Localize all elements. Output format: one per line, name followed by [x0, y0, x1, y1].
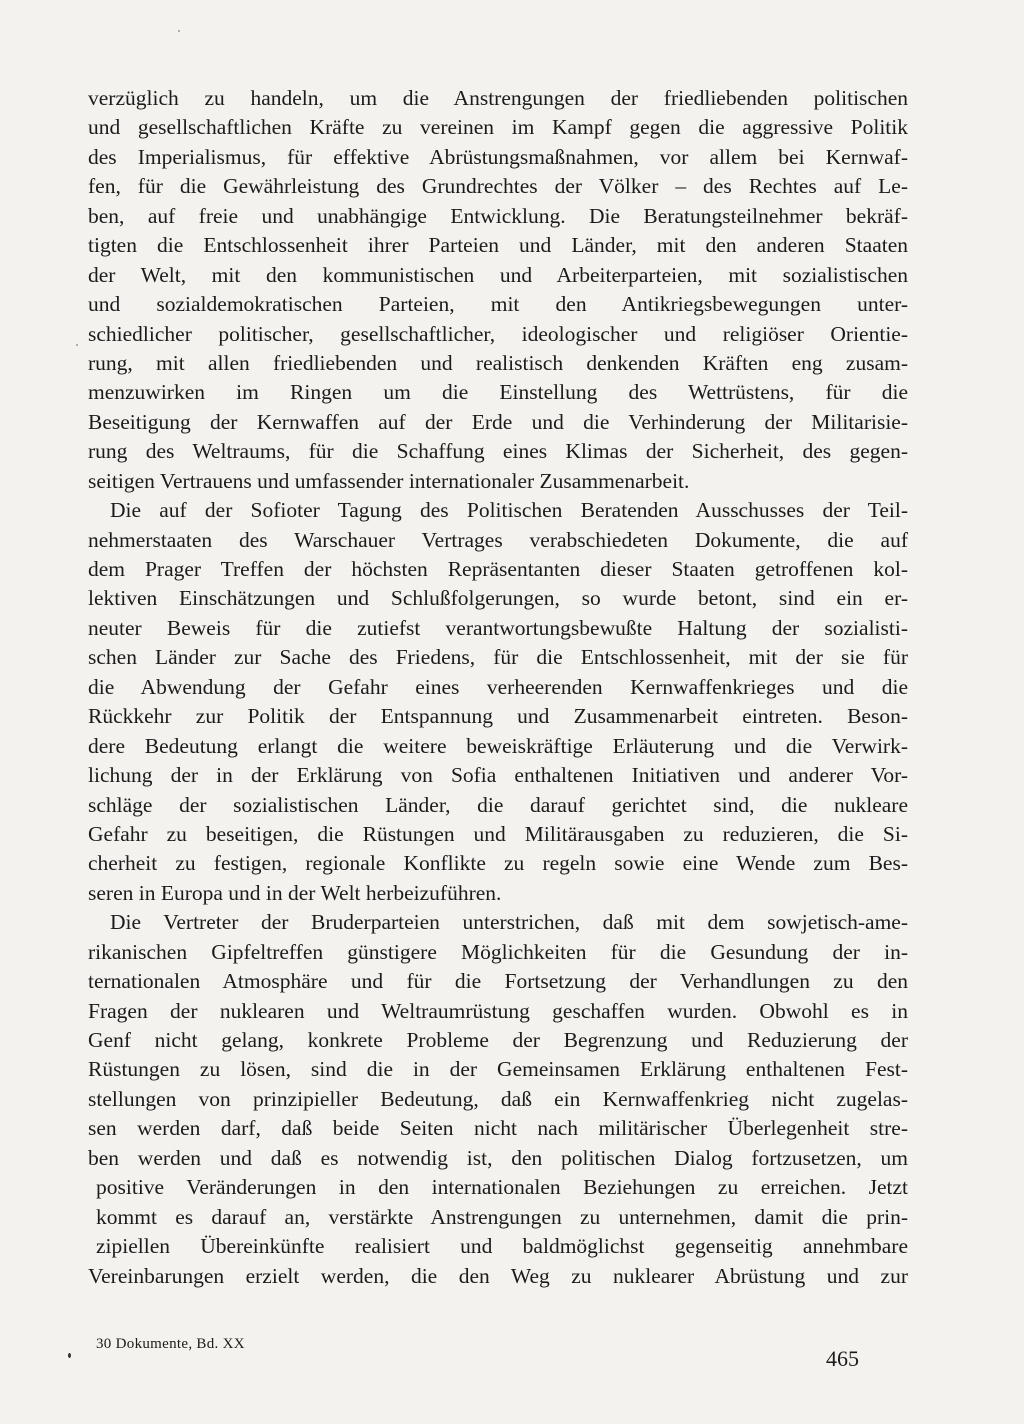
text-line: des Imperialismus, für effektive Abrüstungsmaßnahmen, vor allem bei Kernwaf-: [88, 144, 908, 169]
signature-footnote: 30 Dokumente, Bd. XX: [96, 1336, 245, 1352]
text-line: rung des Weltraums, für die Schaffung eines Klimas der Sicherheit, des gegen-: [88, 439, 908, 464]
text-line: fen, für die Gewährleistung des Grundrechtes der Völker – des Rechtes auf Le-: [88, 174, 908, 199]
text-line: und sozialdemokratischen Parteien, mit den Antikriegsbewegungen unter-: [88, 292, 908, 317]
text-line: kommt es darauf an, verstärkte Anstrengungen zu unternehmen, damit die prin-: [96, 1204, 908, 1229]
body-text: [88, 84, 908, 1291]
text-line: rikanischen Gipfeltreffen günstigere Möglichkeiten für die Gesundung der in-: [88, 939, 908, 964]
text-line: dere Bedeutung erlangt die weitere beweiskräftige Erläuterung und die Verwirk-: [88, 733, 908, 758]
text-line: lichung der in der Erklärung von Sofia enthaltenen Initiativen und anderer Vor-: [88, 763, 908, 788]
text-line: Vereinbarungen erzielt werden, die den Weg zu nuklearer Abrüstung und zur: [88, 1263, 908, 1288]
text-line: Gefahr zu beseitigen, die Rüstungen und Militärausgaben zu reduzieren, die Si-: [88, 821, 908, 846]
text-line: positive Veränderungen in den internationalen Beziehungen zu erreichen. Jetzt: [96, 1175, 908, 1200]
text-line: schen Länder zur Sache des Friedens, für die Entschlossenheit, mit der sie für: [88, 645, 908, 670]
text-line: verzüglich zu handeln, um die Anstrengungen der friedliebenden politischen: [88, 86, 908, 110]
scan-speck: [178, 30, 180, 32]
text-line: lektiven Einschätzungen und Schlußfolgerungen, so wurde betont, sind ein er-: [88, 586, 908, 611]
text-line: dem Prager Treffen der höchsten Repräsentanten dieser Staaten getroffenen kol-: [88, 557, 908, 581]
text-line: schläge der sozialistischen Länder, die darauf gerichtet sind, die nukleare: [88, 792, 908, 817]
text-line: menzuwirken im Ringen um die Einstellung des Wettrüstens, für die: [88, 380, 908, 405]
text-line: die Abwendung der Gefahr eines verheerenden Kernwaffenkrieges und die: [88, 674, 908, 699]
text-line: schiedlicher politischer, gesellschaftlicher, ideologischer und religiöser Orientie-: [88, 321, 908, 346]
text-line: Rückkehr zur Politik der Entspannung und Zusammenarbeit eintreten. Beson-: [88, 704, 908, 729]
text-line: neuter Beweis für die zutiefst verantwortungsbewußte Haltung der sozialisti-: [88, 615, 908, 640]
text-line: und gesellschaftlichen Kräfte zu vereinen im Kampf gegen die aggressive Politik: [88, 115, 908, 140]
text-line: Fragen der nuklearen und Weltraumrüstung geschaffen wurden. Obwohl es in: [88, 998, 908, 1023]
text-line: Beseitigung der Kernwaffen auf der Erde und die Verhinderung der Militarisie-: [88, 409, 908, 434]
text-line: ternationalen Atmosphäre und für die Fortsetzung der Verhandlungen zu den: [88, 969, 908, 994]
text-line: zipiellen Übereinkünfte realisiert und baldmöglichst gegenseitig annehmbare: [96, 1234, 908, 1259]
text-line: ben, auf freie und unabhängige Entwicklung. Die Beratungsteilnehmer bekräf-: [88, 203, 908, 228]
text-line: tigten die Entschlossenheit ihrer Parteien und Länder, mit den anderen Staaten: [88, 233, 908, 258]
page-number: 465: [826, 1346, 859, 1371]
text-line: sen werden darf, daß beide Seiten nicht nach militärischer Überlegenheit stre-: [88, 1116, 908, 1141]
text-line: stellungen von prinzipieller Bedeutung, daß ein Kernwaffenkrieg nicht zugelas-: [88, 1086, 908, 1111]
text-line: Die auf der Sofioter Tagung des Politischen Beratenden Ausschusses der Teil-: [110, 498, 908, 523]
text-line: seitigen Vertrauens und umfassender internationaler Zusammenarbeit.: [88, 468, 690, 493]
scan-speck: [68, 1353, 71, 1358]
text-line: Genf nicht gelang, konkrete Probleme der Begrenzung und Reduzierung der: [88, 1028, 908, 1052]
text-line: der Welt, mit den kommunistischen und Arbeiterparteien, mit sozialistischen: [88, 262, 908, 287]
text-line: rung, mit allen friedliebenden und realistisch denkenden Kräften eng zusam-: [88, 350, 908, 375]
text-line: nehmerstaaten des Warschauer Vertrages verabschiedeten Dokumente, die auf: [88, 527, 908, 552]
text-line: Die Vertreter der Bruderparteien unterstrichen, daß mit dem sowjetisch-ame-: [110, 910, 908, 935]
scan-speck: [76, 344, 78, 346]
text-line: Rüstungen zu lösen, sind die in der Gemeinsamen Erklärung enthaltenen Fest-: [88, 1057, 908, 1082]
text-line: cherheit zu festigen, regionale Konflikte zu regeln sowie eine Wende zum Bes-: [88, 851, 908, 876]
text-line: seren in Europa und in der Welt herbeizuführen.: [88, 880, 502, 905]
text-line: ben werden und daß es notwendig ist, den politischen Dialog fortzusetzen, um: [88, 1145, 908, 1170]
